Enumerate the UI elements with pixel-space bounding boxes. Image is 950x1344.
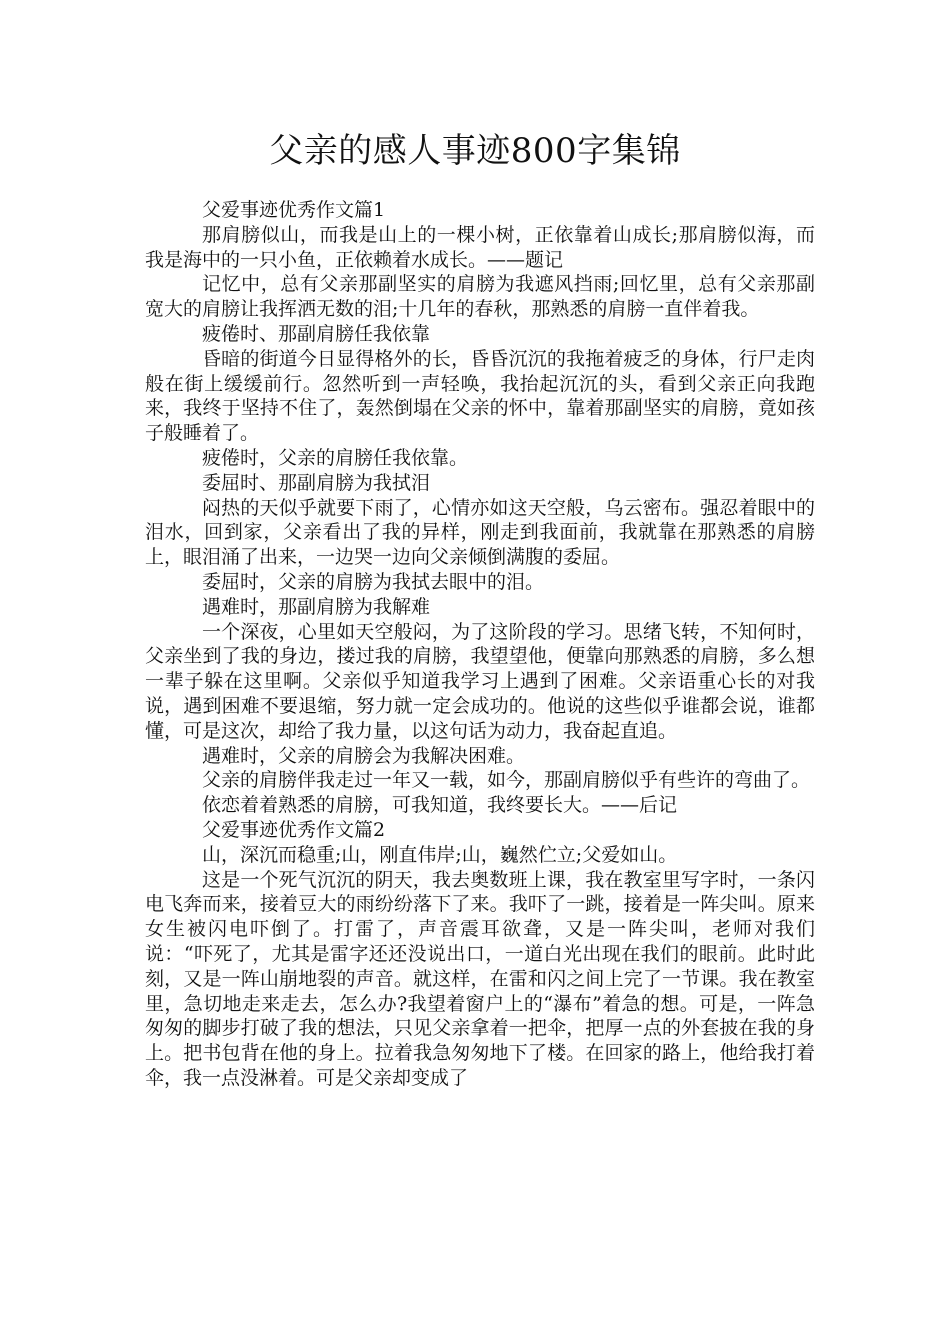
document-body bbox=[145, 198, 815, 1091]
paragraph: 记忆中，总有父亲那副坚实的肩膀为我遮风挡雨;回忆里，总有父亲那副宽大的肩膀让我挥洒无数的泪;十几年的春秋，那熟悉的肩膀一直伴着我。 bbox=[145, 273, 815, 321]
paragraph: 疲倦时，父亲的肩膀任我依靠。 bbox=[202, 446, 469, 469]
paragraph: 山，深沉而稳重;山，刚直伟岸;山，巍然伫立;父爱如山。 bbox=[202, 843, 678, 866]
paragraph: 昏暗的街道今日显得格外的长，昏昏沉沉的我拖着疲乏的身体，行尸走肉般在街上缓缓前行。忽然听到一声轻唤，我抬起沉沉的头，看到父亲正向我跑来，我终于坚持不住了，轰然倒塌在父亲的怀中，靠着那副坚实的肩膀，竟如孩子般睡着了。 bbox=[145, 347, 815, 445]
subheading: 疲倦时、那副肩膀任我依靠 bbox=[202, 322, 431, 345]
section-heading: 父爱事迹优秀作文篇1 bbox=[202, 199, 386, 221]
paragraph: 一个深夜，心里如天空般闷，为了这阶段的学习。思绪飞转，不知何时，父亲坐到了我的身边，搂过我的肩膀，我望望他，便靠向那熟悉的肩膀，多么想一辈子躲在这里啊。父亲似乎知道我学习上遇到了困难。父亲语重心长的对我说，遇到困难不要退缩，努力就一定会成功的。他说的这些似乎谁都会说，谁都懂，可是这次，却给了我力量，以这句话为动力，我奋起直追。 bbox=[145, 620, 815, 742]
section-heading: 父爱事迹优秀作文篇2 bbox=[202, 818, 386, 841]
paragraph: 闷热的天似乎就要下雨了，心情亦如这天空般，乌云密布。强忍着眼中的泪水，回到家，父亲看出了我的异样，刚走到我面前，我就靠在那熟悉的肩膀上，眼泪涌了出来，一边哭一边向父亲倾倒满腹的委屈。 bbox=[145, 496, 815, 569]
paragraph: 父亲的肩膀伴我走过一年又一载，如今，那副肩膀似乎有些许的弯曲了。 bbox=[202, 769, 811, 792]
subheading: 委屈时、那副肩膀为我拭泪 bbox=[202, 471, 431, 494]
paragraph: 那肩膀似山，而我是山上的一棵小树，正依靠着山成长;那肩膀似海，而我是海中的一只小鱼，正依赖着水成长。——题记 bbox=[145, 223, 815, 271]
paragraph: 依恋着着熟悉的肩膀，可我知道，我终要长大。——后记 bbox=[202, 794, 678, 817]
subheading: 遇难时，那副肩膀为我解难 bbox=[202, 595, 431, 618]
paragraph: 遇难时，父亲的肩膀会为我解决困难。 bbox=[202, 744, 526, 767]
paragraph: 委屈时，父亲的肩膀为我拭去眼中的泪。 bbox=[202, 570, 545, 593]
paragraph: 这是一个死气沉沉的阴天，我去奥数班上课，我在教室里写字时，一条闪电飞奔而来，接着豆大的雨纷纷落下了来。我吓了一跳，接着是一阵尖叫。原来女生被闪电吓倒了。打雷了，声音震耳欲聋，又是一阵尖叫，老师对我们说：“吓死了，尤其是雷字还还没说出口，一道白光出现在我们的眼前。此时此刻，又是一阵山崩地裂的声音。就这样，在雷和闪之间上完了一节课。我在教室里，急切地走来走去，怎么办?我望着窗户上的“瀑布”着急的想。可是，一阵急匆匆的脚步打破了我的想法，只见父亲拿着一把伞，把厚一点的外套披在我的身上。把书包背在他的身上。拉着我急匆匆地下了楼。在回家的路上，他给我打着伞，我一点没淋着。可是父亲却变成了 bbox=[145, 868, 815, 1089]
document-title: 父亲的感人事迹800字集锦 bbox=[269, 131, 681, 171]
